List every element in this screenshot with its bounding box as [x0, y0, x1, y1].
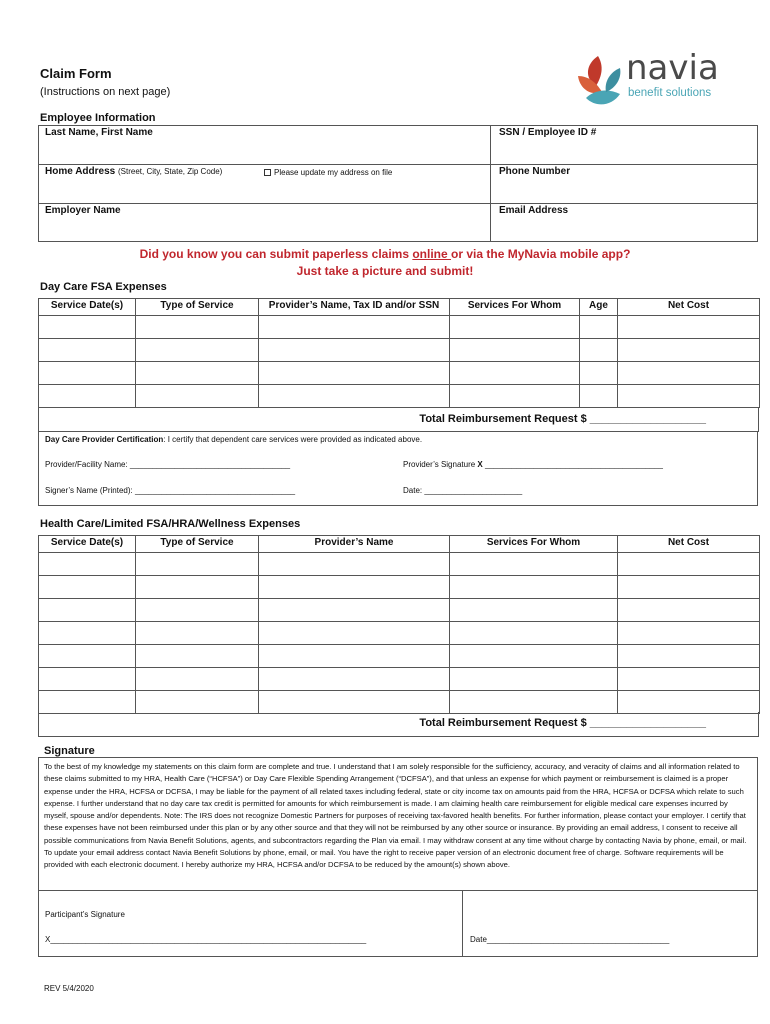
table-cell[interactable]	[39, 599, 136, 622]
signature-box	[38, 757, 758, 957]
logo-wordmark: navia	[626, 48, 719, 88]
table-cell[interactable]	[259, 576, 450, 599]
health-expenses-table	[38, 535, 760, 714]
table-row	[39, 362, 760, 385]
table-cell[interactable]	[259, 668, 450, 691]
attestation-text: To the best of my knowledge my statements on this claim form are complete and true. I understand that I am solely responsible for the sufficiency, accuracy, and veracity of claims and all information related to these claims submitted to my HRA, Health Care (“HCFSA”) or Day Care Flexible Spending Arrangement (“DCFSA”), and that unless an expense for which payment or reimbursement is claimed is a proper expense under the HRA, HCFSA or DCFSA, I may be liable for the payment of all related taxes including federal, state or city income tax on amounts paid from the HRA, HCFSA or DCFSA which relate to such expense. I further understand that no day care tax credit is permitted for amounts for which reimbursement is made. I am claiming health care reimbursement for eligible medical care expenses incurred by myself, spouse and/or dependents. Note: The IRS does not recognize Domestic Partners for purposes of receiving tax-favored health benefits. For further information, please contact your employer. I certify that these expenses have not been reimbursed under this plan or by any other source and that they will not be reimbursed by any other source or insurance. By providing an email address, I consent to receive all possible communications from Navia Benefit Solutions, agents, and subcontractors regarding the Plan via email. I may withdraw consent at any time without charge by contacting Navia by phone, email, or mail. To update your email address contact Navia Benefit Solutions by phone, email, or mail. You have the right to receive paper version of an electronic document free of charge. Software requirements will be provided with each electronic document. I hereby authorize my HRA, HCFSA and/or DCFSA to be reduced by the amount(s) shown above.	[44, 762, 747, 870]
col-provider-name: Provider’s Name	[259, 536, 450, 553]
table-cell[interactable]	[136, 576, 259, 599]
col-services-for-whom: Services For Whom	[450, 536, 618, 553]
table-row	[39, 645, 760, 668]
promo-line-2: Just take a picture and submit!	[296, 264, 474, 278]
table-header-row	[39, 299, 760, 316]
col-net-cost: Net Cost	[618, 536, 760, 553]
participant-signature-line[interactable]: X_______________________________________________________________________	[45, 935, 367, 944]
phone-field[interactable]	[496, 179, 754, 201]
table-cell[interactable]	[450, 553, 618, 576]
employee-row-address	[39, 165, 757, 204]
table-cell[interactable]	[136, 553, 259, 576]
table-row	[39, 599, 760, 622]
table-row	[39, 691, 760, 714]
ssn-label: SSN / Employee ID #	[499, 127, 597, 138]
ssn-field[interactable]	[496, 140, 754, 162]
table-cell[interactable]	[580, 339, 618, 362]
table-cell[interactable]	[39, 576, 136, 599]
table-row	[39, 316, 760, 339]
table-cell[interactable]	[39, 316, 136, 339]
table-cell[interactable]	[39, 691, 136, 714]
table-cell[interactable]	[136, 339, 259, 362]
employee-info-box	[38, 125, 758, 242]
daycare-total-label[interactable]: Total Reimbursement Request $ ___________________	[419, 413, 706, 425]
table-row	[39, 553, 760, 576]
table-cell[interactable]	[618, 668, 760, 691]
table-cell[interactable]	[450, 599, 618, 622]
col-service-dates: Service Date(s)	[39, 299, 136, 316]
signature-lower-section	[39, 890, 757, 957]
employer-field[interactable]	[45, 218, 485, 240]
table-cell[interactable]	[259, 553, 450, 576]
col-type-of-service: Type of Service	[136, 299, 259, 316]
name-field[interactable]	[45, 140, 485, 162]
col-provider-tax-id: Provider’s Name, Tax ID and/or SSN	[259, 299, 450, 316]
revision-label: REV 5/4/2020	[44, 984, 94, 993]
table-cell[interactable]	[580, 362, 618, 385]
table-cell[interactable]	[618, 385, 760, 408]
logo-tagline: benefit solutions	[628, 87, 712, 99]
table-cell[interactable]	[618, 553, 760, 576]
table-cell[interactable]	[136, 645, 259, 668]
home-address-label: Home Address (Street, City, State, Zip Code)	[45, 166, 223, 177]
table-cell[interactable]	[580, 316, 618, 339]
table-cell[interactable]	[259, 316, 450, 339]
table-cell[interactable]	[259, 339, 450, 362]
health-total	[38, 712, 759, 737]
table-cell[interactable]	[39, 362, 136, 385]
navia-logo	[576, 48, 726, 110]
table-cell[interactable]	[618, 645, 760, 668]
table-cell[interactable]	[259, 622, 450, 645]
table-cell[interactable]	[136, 385, 259, 408]
table-cell[interactable]	[450, 385, 580, 408]
health-section-label: Health Care/Limited FSA/HRA/Wellness Expenses	[40, 518, 301, 530]
online-link[interactable]: online	[412, 247, 452, 261]
table-cell[interactable]	[39, 622, 136, 645]
table-cell[interactable]	[450, 645, 618, 668]
table-cell[interactable]	[450, 362, 580, 385]
col-services-for-whom: Services For Whom	[450, 299, 580, 316]
page-title: Claim Form	[40, 66, 112, 81]
col-service-dates: Service Date(s)	[39, 536, 136, 553]
table-cell[interactable]	[259, 362, 450, 385]
provider-signature[interactable]: Provider’s Signature X ________________________________________	[403, 460, 663, 469]
health-total-label[interactable]: Total Reimbursement Request $ ___________________	[419, 717, 706, 729]
table-cell[interactable]	[580, 385, 618, 408]
email-field[interactable]	[496, 218, 754, 240]
table-cell[interactable]	[618, 362, 760, 385]
divider	[462, 891, 463, 957]
checkbox-icon[interactable]	[264, 169, 271, 176]
table-cell[interactable]	[618, 691, 760, 714]
table-cell[interactable]	[136, 316, 259, 339]
provider-facility-name[interactable]: Provider/Facility Name: ____________________________________	[45, 460, 291, 469]
table-cell[interactable]	[259, 599, 450, 622]
table-cell[interactable]	[39, 553, 136, 576]
table-cell[interactable]	[450, 339, 580, 362]
table-cell[interactable]	[259, 645, 450, 668]
table-cell[interactable]	[618, 316, 760, 339]
table-cell[interactable]	[136, 691, 259, 714]
table-cell[interactable]	[450, 576, 618, 599]
col-net-cost: Net Cost	[618, 299, 760, 316]
navia-leaf-icon	[576, 54, 628, 110]
last-first-name-label: Last Name, First Name	[45, 127, 153, 138]
table-cell[interactable]	[39, 645, 136, 668]
col-type-of-service: Type of Service	[136, 536, 259, 553]
promo-line-1: Did you know you can submit paperless claims online or via the MyNavia mobile app?	[139, 247, 631, 261]
table-cell[interactable]	[618, 622, 760, 645]
daycare-certification-box	[38, 431, 758, 506]
table-cell[interactable]	[39, 668, 136, 691]
table-row	[39, 576, 760, 599]
table-header-row	[39, 536, 760, 553]
table-cell[interactable]	[39, 385, 136, 408]
signature-date-line[interactable]: Date_________________________________________	[470, 935, 670, 944]
table-cell[interactable]	[259, 691, 450, 714]
update-address-checkbox[interactable]: Please update my address on file	[264, 168, 392, 177]
table-cell[interactable]	[259, 385, 450, 408]
table-cell[interactable]	[136, 599, 259, 622]
table-cell[interactable]	[136, 668, 259, 691]
daycare-expenses-table	[38, 298, 760, 408]
participant-signature-label: Participant’s Signature	[45, 910, 125, 919]
employer-name-label: Employer Name	[45, 205, 121, 216]
table-cell[interactable]	[450, 668, 618, 691]
table-row	[39, 339, 760, 362]
employee-section-label: Employee Information	[40, 112, 156, 124]
table-cell[interactable]	[618, 599, 760, 622]
table-row	[39, 668, 760, 691]
table-cell[interactable]	[39, 339, 136, 362]
col-age: Age	[580, 299, 618, 316]
table-cell[interactable]	[450, 691, 618, 714]
signature-section-label: Signature	[44, 745, 95, 757]
table-row	[39, 385, 760, 408]
table-cell[interactable]	[450, 622, 618, 645]
table-row	[39, 622, 760, 645]
provider-date[interactable]: Date: ______________________	[403, 486, 523, 495]
table-cell[interactable]	[618, 339, 760, 362]
daycare-section-label: Day Care FSA Expenses	[40, 281, 167, 293]
table-cell[interactable]	[136, 622, 259, 645]
table-cell[interactable]	[136, 362, 259, 385]
email-label: Email Address	[499, 205, 569, 216]
employee-row-name	[39, 126, 757, 165]
page-subtitle: (Instructions on next page)	[40, 86, 171, 98]
employee-row-employer	[39, 204, 757, 242]
phone-label: Phone Number	[499, 166, 571, 177]
daycare-total	[38, 408, 759, 432]
signer-name-printed[interactable]: Signer’s Name (Printed): ____________________________________	[45, 486, 296, 495]
certification-text: Day Care Provider Certification: I certify that dependent care services were provided as indicated above.	[45, 435, 423, 444]
table-cell[interactable]	[450, 316, 580, 339]
table-cell[interactable]	[618, 576, 760, 599]
address-field[interactable]	[45, 179, 485, 201]
